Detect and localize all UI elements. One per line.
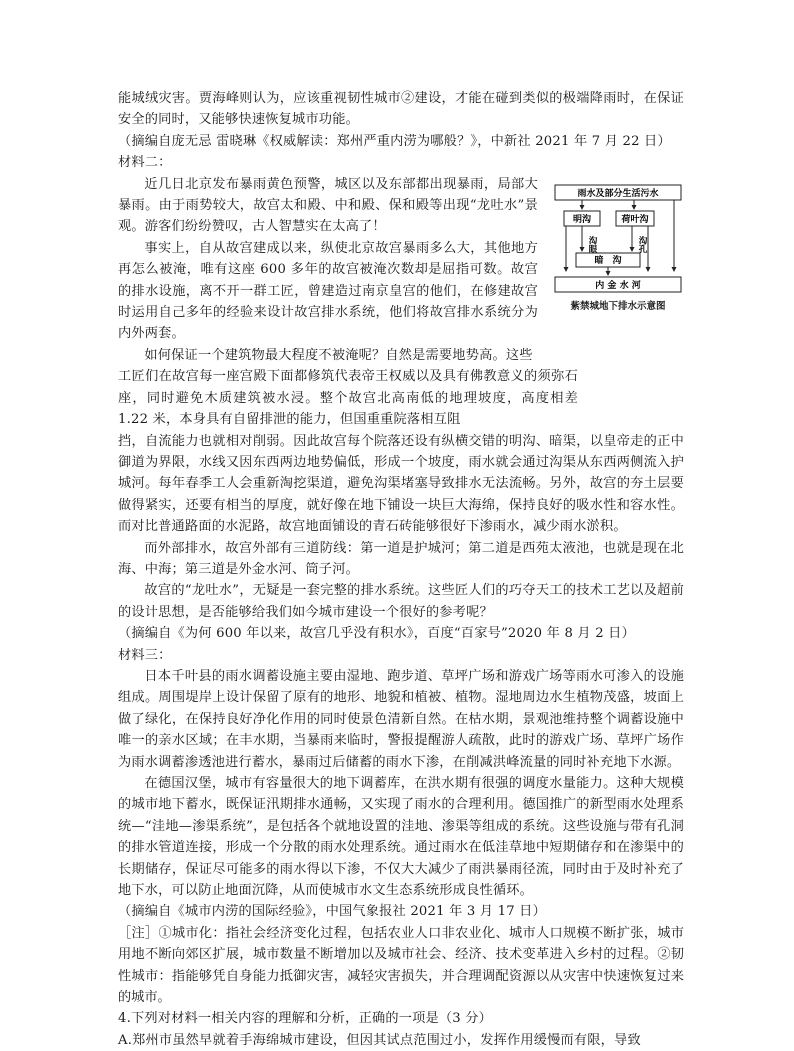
diagram-left-channel: 沟眼 (587, 236, 597, 253)
paragraph-m2-5: 故宫的“龙吐水”，无疑是一套完整的排水系统。这些匠人们的巧夺天工的技术工艺以及超前的设计思想，是否能够给我们如今城市建设一个很好的参考呢？ (118, 583, 684, 620)
drainage-diagram-svg (552, 183, 684, 295)
paragraph-intro-continued: 能城绒灾害。贾海峰则认为，应该重视韧性城市②建设，才能在碰到类似的极端降雨时，在保证安全的同时，又能够快速恢复城市功能。 (118, 91, 684, 128)
paragraph-m2-3-end: 挡，自流能力也就相对削弱。因此故宫每个院落还设有纵横交错的明沟、暗渠，以皇帝走的正中御道为界限，水线又因东西两边地势偏低，形成一个坡度，雨水就会通过沟渠从东西两侧流入护城河。每年春季工人会重新淘挖渠道，避免沟渠堵塞导致排水无法流畅。另外，故宫的夯土层要做得紧实，还要有相当的厚度，就好像在地下铺设一块巨大海绵，保持良好的吸水性和容水性。而对比普通路面的水泥路，故宫地面铺设的青石砖能够很好下渗雨水，减少雨水淤积。 (118, 433, 684, 535)
question-4: 4.下列对材料一相关内容的理解和分析，正确的一项是（3 分） (118, 1011, 493, 1027)
paragraph-m2-2: 事实上，自从故宫建成以来，纵使北京故宫暴雨多么大，其他地方再怎么被淹，唯有这座 600 多年的故宫被淹次数却是屈指可数。故宫的排水设施，离不开一群工匠，曾建造过南京皇宫的他们，在修建故宫时运用自己多年的经验来设计故宫排水系统，他们将故宫排水系统分为内外两套。 (118, 240, 538, 342)
section-heading-material-3: 材料三： (118, 647, 172, 663)
source-citation-1: （摘编自庞无忌 雷晓琳《权威解读：郑州严重内涝为哪般？》，中新社 2021 年 7 月 22 日） (118, 133, 671, 149)
paragraph-m2-4: 而外部排水，故宫外部有三道防线：第一道是护城河；第二道是西苑太液池，也就是现在北海、中海；第三道是外金水河、筒子河。 (118, 540, 684, 577)
diagram-middle-label: 暗 沟 (594, 256, 622, 266)
diagram-right-label: 荷叶沟 (621, 215, 649, 225)
question-4-option-a: A.郑州市虽然早就着手海绵城市建设，但因其试点范围过小，发挥作用缓慢而有限，导致 (118, 1032, 641, 1048)
paragraph-m3-1: 日本千叶县的雨水调蓄设施主要由湿地、跑步道、草坪广场和游戏广场等雨水可渗入的设施组成。周围堤岸上设计保留了原有的地形、地貌和植被、植物。湿地周边水生植物茂盛，坡面上做了绿化，在保持良好净化作用的同时使景色清新自然。在枯水期，景观池维持整个调蓄设施中唯一的亲水区域；在丰水期，当暴雨来临时，警报提醒游人疏散，此时的游戏广场、草坪广场作为雨水调蓄渗透池进行蓄水，暴雨过后储蓄的雨水下渗，在削减洪峰流量的同时补充地下水源。 (118, 668, 684, 770)
paragraph-m2-1: 近几日北京发布暴雨黄色预警，城区以及东部都出现暴雨，局部大暴雨。由于雨势较大，故宫太和殿、中和殿、保和殿等出现“龙吐水”景观。游客们纷纷赞叹，古人智慧实在太高了！ (118, 176, 538, 235)
source-citation-2: （摘编自《为何 600 年以来，故宫几乎没有积水》，百度“百家号”2020 年 8 月 2 日） (118, 626, 635, 642)
paragraph-m2-3-mid: 工匠们在故宫每一座宫殿下面都修筑代表帝王权威以及具有佛教意义的须弥石座，同时避免木质建筑被水浸。整个故宫北高南低的地理坡度，高度相差 1.22 米，本身具有自留排泄的能力，但国重重院落相互阻 (118, 369, 578, 428)
drainage-diagram (552, 183, 684, 315)
paragraph-m3-2: 在德国汉堡，城市有容量很大的地下调蓄库，在洪水期有很强的调度水量能力。这种大规模的城市地下蓄水，既保证汛期排水通畅，又实现了雨水的合理利用。德国推广的新型雨水处理系统—“洼地—渗渠系统”，是包括各个就地设置的洼地、渗渠等组成的系统。这些设施与带有孔洞的排水管道连接，形成一个分散的雨水处理系统。通过雨水在低洼草地中短期储存和在渗渠中的长期储存，保证尽可能多的雨水得以下渗，不仅大大减少了雨洪暴雨径流，同时由于及时补充了地下水，可以防止地面沉降，从而使城市水文生态系统形成良性循环。 (118, 776, 684, 899)
source-citation-3: （摘编自《城市内涝的国际经验》，中国气象报社 2021 年 3 月 17 日） (118, 904, 546, 920)
annotation-note: ［注］①城市化：指社会经济变化过程，包括农业人口非农业化、城市人口规模不断扩张，城市用地不断向郊区扩展，城市数量不断增加以及城市社会、经济、技术变革进入乡村的过程。②韧性城市：指能够凭自身能力抵御灾害，减轻灾害损失，并合理调配资源以从灾害中快速恢复过来的城市。 (118, 925, 684, 1006)
diagram-caption: 紫禁城地下排水示意图 (570, 301, 666, 312)
section-heading-material-2: 材料二： (118, 155, 172, 171)
diagram-bottom-label: 内 金 水 河 (595, 281, 641, 291)
diagram-top-label: 雨水及部分生活污水 (577, 189, 659, 199)
diagram-right-channel: 沟孔 (637, 236, 647, 253)
paragraph-m2-3-start: 如何保证一个建筑物最大程度不被淹呢？自然是需要地势高。这些 (144, 347, 533, 363)
diagram-left-label: 明沟 (572, 215, 592, 225)
